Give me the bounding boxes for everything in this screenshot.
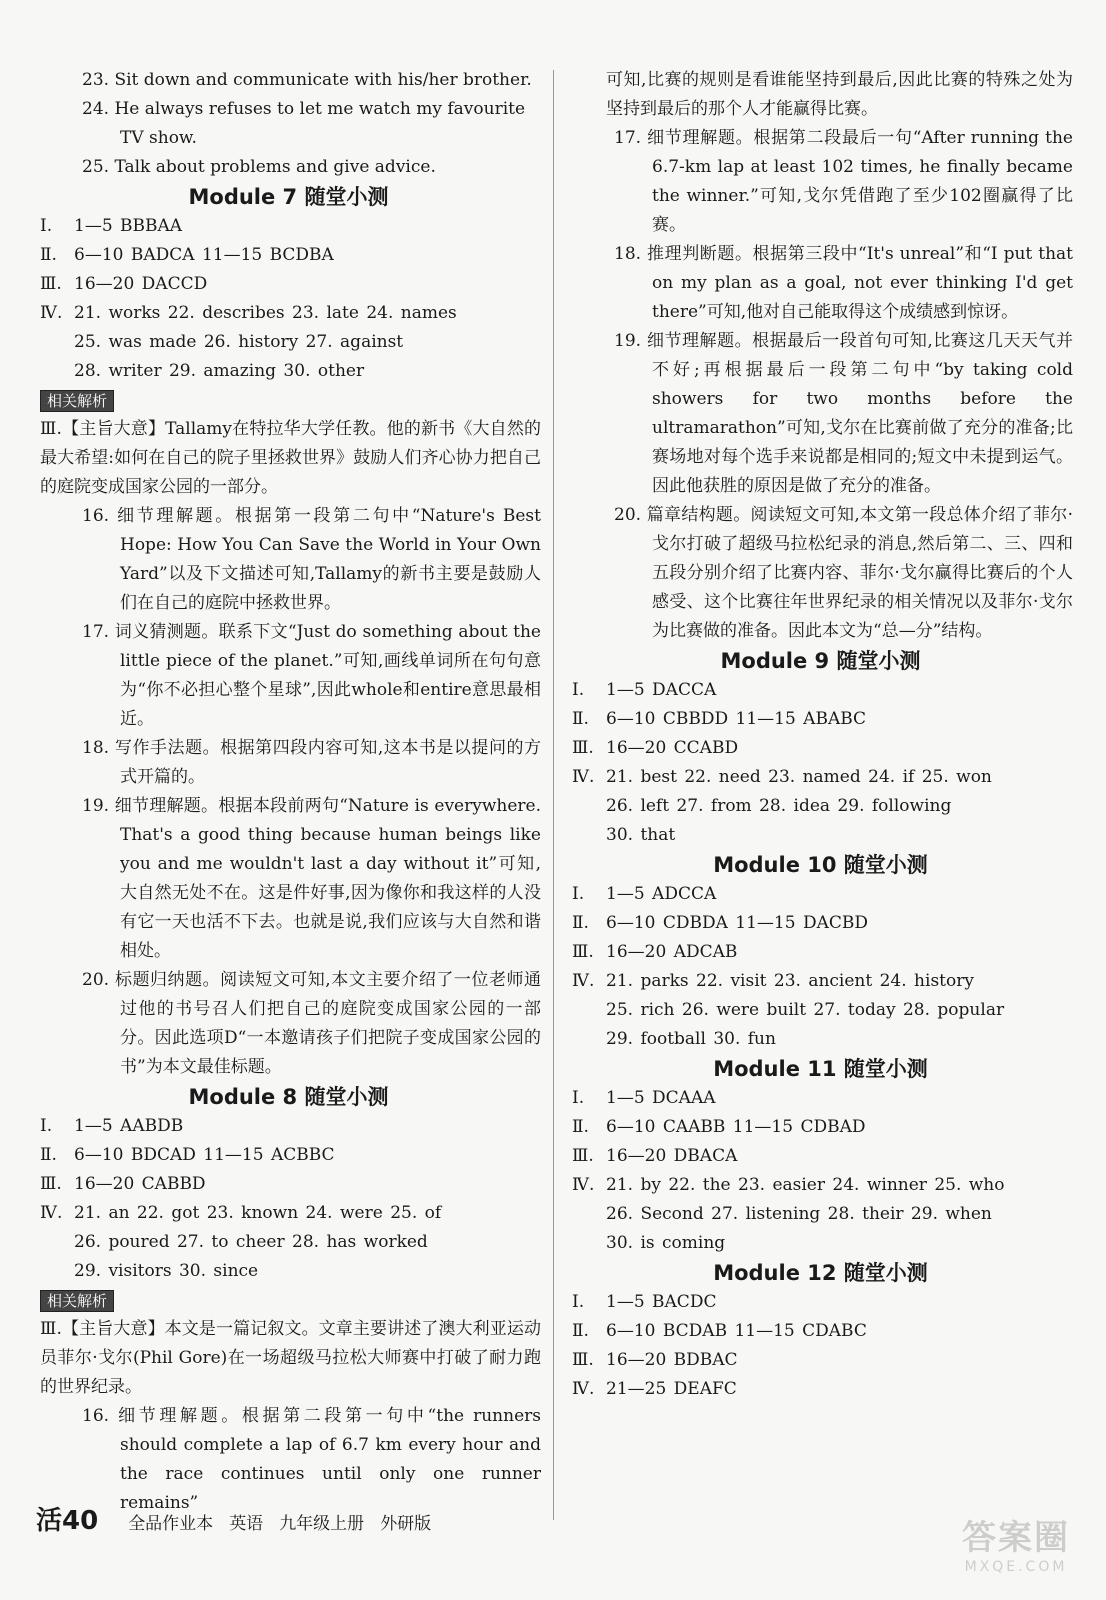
item-25: 25. Talk about problems and give advice. <box>82 157 436 177</box>
answer-row <box>568 734 1073 763</box>
answer-row <box>568 1317 1073 1346</box>
answer-text: 6—10 BADCA 11—15 BCDBA <box>74 245 334 265</box>
answer-row <box>36 1199 541 1228</box>
answer-row <box>568 938 1073 967</box>
answer-row <box>568 1288 1073 1317</box>
explanation-item: 20. 篇章结构题。阅读短文可知,本文第一段总体介绍了菲尔·戈尔打破了超级马拉松纪录的消息,然后第二、三、四和五段分别介绍了比赛内容、菲尔·戈尔赢得比赛后的个人感受、这个比赛往年世界纪录的相关情况以及菲尔·戈尔为比赛做的准备。因此本文为“总—分”结构。 <box>614 505 1073 641</box>
answer-row <box>36 270 541 299</box>
answer-row <box>568 996 1073 1025</box>
answer-row <box>36 1170 541 1199</box>
answer-text: 1—5 DCAAA <box>606 1088 716 1108</box>
answer-row <box>568 1346 1073 1375</box>
section-numeral: Ⅲ. <box>572 1350 594 1370</box>
section-numeral: Ⅰ. <box>40 1116 53 1136</box>
answer-row <box>36 1228 541 1257</box>
module9-answers <box>568 676 1073 850</box>
explanation-item: 16. 细节理解题。根据第一段第二句中“Nature's Best Hope: How You Can Save the World in Your Own Yard”以及下文描述可知,Tallamy的新书主要是鼓励人们在自己的庭院中拯救世界。 <box>82 506 541 613</box>
answer-row <box>568 821 1073 850</box>
answer-text: 6—10 BCDAB 11—15 CDABC <box>606 1321 867 1341</box>
module12-answers <box>568 1288 1073 1404</box>
answer-row <box>568 1375 1073 1404</box>
answer-text: 1—5 BACDC <box>606 1292 717 1312</box>
book-title: 全品作业本 <box>128 1514 214 1534</box>
answer-row <box>568 1171 1073 1200</box>
grade: 九年级上册 <box>279 1514 365 1534</box>
answer-row <box>568 1084 1073 1113</box>
section-numeral <box>36 357 74 386</box>
answer-text: 1—5 ADCCA <box>606 884 717 904</box>
module8-explanations-cont <box>568 124 1073 646</box>
module11-answers <box>568 1084 1073 1258</box>
section-numeral: Ⅲ. <box>572 942 594 962</box>
module9-heading: Module 9 随堂小测 <box>720 649 921 673</box>
analysis-tag: 相关解析 <box>40 390 114 412</box>
explanation-item: 17. 词义猜测题。联系下文“Just do something about the little piece of the planet.”可知,画线单词所在句句意为“你不必担心整个星球”,因此whole和entire意思最相近。 <box>82 622 541 729</box>
answer-row <box>568 909 1073 938</box>
answer-row <box>568 792 1073 821</box>
section-numeral: Ⅰ. <box>40 216 53 236</box>
answer-text: 26. poured 27. to cheer 28. has worked <box>74 1232 428 1252</box>
module11-heading: Module 11 随堂小测 <box>713 1057 928 1081</box>
answer-text: 16—20 ADCAB <box>606 942 738 962</box>
section-numeral: Ⅲ. <box>572 1146 594 1166</box>
module10-answers <box>568 880 1073 1054</box>
answer-text: 29. football 30. fun <box>606 1029 776 1049</box>
module10-heading: Module 10 随堂小测 <box>713 853 928 877</box>
section-numeral <box>568 996 606 1025</box>
section-numeral: Ⅰ. <box>572 884 585 904</box>
answer-row <box>36 328 541 357</box>
explanation-item: 20. 标题归纳题。阅读短文可知,本文主要介绍了一位老师通过他的书号召人们把自己的庭院变成国家公园的一部分。因此选项D“一本邀请孩子们把院子变成国家公园的书”为本文最佳标题。 <box>82 970 541 1077</box>
section-numeral: Ⅱ. <box>40 1145 57 1165</box>
answer-text: 21. works 22. describes 23. late 24. names <box>74 303 457 323</box>
module7-explanations <box>36 502 541 1082</box>
explanation-item: 18. 写作手法题。根据第四段内容可知,这本书是以提问的方式开篇的。 <box>82 738 541 787</box>
section-numeral: Ⅱ. <box>572 709 589 729</box>
answer-text: 6—10 CBBDD 11—15 ABABC <box>606 709 867 729</box>
answer-text: 1—5 AABDB <box>74 1116 184 1136</box>
section-numeral: Ⅳ. <box>40 1203 63 1223</box>
answer-row <box>36 1257 541 1286</box>
module8-intro: Ⅲ.【主旨大意】本文是一篇记叙文。文章主要讲述了澳大利亚运动员菲尔·戈尔(Phil Gore)在一场超级马拉松大师赛中打破了耐力跑的世界纪录。 <box>40 1319 541 1397</box>
answer-text: 6—10 CAABB 11—15 CDBAD <box>606 1117 866 1137</box>
answer-row <box>36 357 541 386</box>
answer-row <box>568 705 1073 734</box>
left-column <box>36 66 541 1518</box>
module7-answers <box>36 212 541 386</box>
answer-row <box>36 1141 541 1170</box>
answer-text: 25. rich 26. were built 27. today 28. popular <box>606 1000 1005 1020</box>
edition: 外研版 <box>380 1514 432 1534</box>
explanation-item: 19. 细节理解题。根据最后一段首句可知,比赛这几天天气并不好;再根据最后一段第二句中“by taking cold showers for two months before the ultramarathon”可知,戈尔在比赛前做了充分的准备;比赛场地对每个选手来说都是相同的;短文中未提到运气。因此他获胜的原因是做了充分的准备。 <box>614 331 1073 496</box>
module12-heading: Module 12 随堂小测 <box>713 1261 928 1285</box>
answer-row <box>568 1200 1073 1229</box>
answer-row <box>568 1229 1073 1258</box>
explanation-item: 19. 细节理解题。根据本段前两句“Nature is everywhere. That's a good thing because human beings like you and me wouldn't last a day without it”可知,大自然无处不在。这是件好事,因为像你和我这样的人没有它一天也活不下去。也就是说,我们应该与大自然和谐相处。 <box>82 796 541 961</box>
item-24-cont: TV show. <box>120 128 197 148</box>
module7-intro: Ⅲ.【主旨大意】Tallamy在特拉华大学任教。他的新书《大自然的最大希望:如何在自己的院子里拯救世界》鼓励人们齐心协力把自己的庭院变成国家公园的一部分。 <box>40 419 541 497</box>
answer-text: 1—5 DACCA <box>606 680 717 700</box>
answer-text: 6—10 BDCAD 11—15 ACBBC <box>74 1145 335 1165</box>
answer-text: 21. an 22. got 23. known 24. were 25. of <box>74 1203 442 1223</box>
section-numeral <box>568 1229 606 1258</box>
answer-text: 30. is coming <box>606 1233 726 1253</box>
module7-heading: Module 7 随堂小测 <box>188 185 389 209</box>
section-numeral <box>568 792 606 821</box>
section-numeral: Ⅳ. <box>572 971 595 991</box>
section-numeral: Ⅰ. <box>572 680 585 700</box>
answer-text: 21. best 22. need 23. named 24. if 25. won <box>606 767 992 787</box>
column-divider <box>553 70 554 1520</box>
answer-text: 1—5 BBBAA <box>74 216 183 236</box>
answer-text: 30. that <box>606 825 676 845</box>
section-numeral: Ⅲ. <box>40 274 62 294</box>
item-23: 23. Sit down and communicate with his/her brother. <box>82 70 532 90</box>
section-numeral: Ⅰ. <box>572 1292 585 1312</box>
section-numeral: Ⅳ. <box>572 1379 595 1399</box>
answer-row <box>36 241 541 270</box>
section-numeral <box>36 1257 74 1286</box>
section-numeral: Ⅳ. <box>40 303 63 323</box>
section-numeral <box>568 1025 606 1054</box>
answer-text: 16—20 DBACA <box>606 1146 738 1166</box>
section-numeral: Ⅰ. <box>572 1088 585 1108</box>
analysis-tag: 相关解析 <box>40 1290 114 1312</box>
item-24: 24. He always refuses to let me watch my favourite <box>82 99 526 119</box>
answer-row <box>568 967 1073 996</box>
section-numeral: Ⅲ. <box>572 738 594 758</box>
page-footer <box>36 1500 447 1537</box>
answer-text: 26. left 27. from 28. idea 29. following <box>606 796 952 816</box>
section-numeral: Ⅱ. <box>572 1321 589 1341</box>
answer-row <box>568 763 1073 792</box>
page-number: 活40 <box>36 1506 99 1536</box>
section-numeral: Ⅳ. <box>572 1175 595 1195</box>
watermark-url: MXQE.COM <box>964 1559 1068 1575</box>
module8-heading: Module 8 随堂小测 <box>188 1085 389 1109</box>
answer-text: 25. was made 26. history 27. against <box>74 332 404 352</box>
answer-row <box>568 676 1073 705</box>
answer-row <box>568 1025 1073 1054</box>
explanation-continuation: 可知,比赛的规则是看谁能坚持到最后,因此比赛的特殊之处为坚持到最后的那个人才能赢得比赛。 <box>606 70 1073 119</box>
answer-text: 26. Second 27. listening 28. their 29. when <box>606 1204 992 1224</box>
section-numeral: Ⅳ. <box>572 767 595 787</box>
answer-text: 16—20 DACCD <box>74 274 208 294</box>
section-numeral <box>36 328 74 357</box>
answer-text: 6—10 CDBDA 11—15 DACBD <box>606 913 868 933</box>
answer-text: 28. writer 29. amazing 30. other <box>74 361 365 381</box>
explanation-item: 18. 推理判断题。根据第三段中“It's unreal”和“I put that on my plan as a goal, not ever thinking I'd get there”可知,他对自己能取得这个成绩感到惊讶。 <box>614 244 1073 322</box>
module8-answers <box>36 1112 541 1286</box>
answer-row <box>36 212 541 241</box>
section-numeral <box>36 1228 74 1257</box>
section-numeral <box>568 1200 606 1229</box>
answer-text: 29. visitors 30. since <box>74 1261 259 1281</box>
watermark-logo <box>956 1510 1076 1580</box>
answer-text: 21. parks 22. visit 23. ancient 24. history <box>606 971 974 991</box>
answer-row <box>36 1112 541 1141</box>
answer-row <box>568 1142 1073 1171</box>
explanation-item: 17. 细节理解题。根据第二段最后一句“After running the 6.7-km lap at least 102 times, he finally became the winner.”可知,戈尔凭借跑了至少102圈赢得了比赛。 <box>614 128 1073 235</box>
answer-text: 21—25 DEAFC <box>606 1379 737 1399</box>
answer-text: 21. by 22. the 23. easier 24. winner 25. who <box>606 1175 1005 1195</box>
section-numeral: Ⅲ. <box>40 1174 62 1194</box>
section-numeral <box>568 821 606 850</box>
watermark-text: 答案圈 <box>962 1518 1070 1558</box>
explanation-item: 16. 细节理解题。根据第二段第一句中“the runners should complete a lap of 6.7 km every hour and the race continues until only one runner remains” <box>82 1406 541 1513</box>
answer-row <box>568 1113 1073 1142</box>
subject: 英语 <box>229 1514 264 1534</box>
answer-text: 16—20 BDBAC <box>606 1350 738 1370</box>
answer-text: 16—20 CABBD <box>74 1174 206 1194</box>
section-numeral: Ⅱ. <box>572 913 589 933</box>
section-numeral: Ⅱ. <box>572 1117 589 1137</box>
right-column <box>568 66 1073 1404</box>
answer-row <box>568 880 1073 909</box>
answer-row <box>36 299 541 328</box>
answer-text: 16—20 CCABD <box>606 738 739 758</box>
section-numeral: Ⅱ. <box>40 245 57 265</box>
